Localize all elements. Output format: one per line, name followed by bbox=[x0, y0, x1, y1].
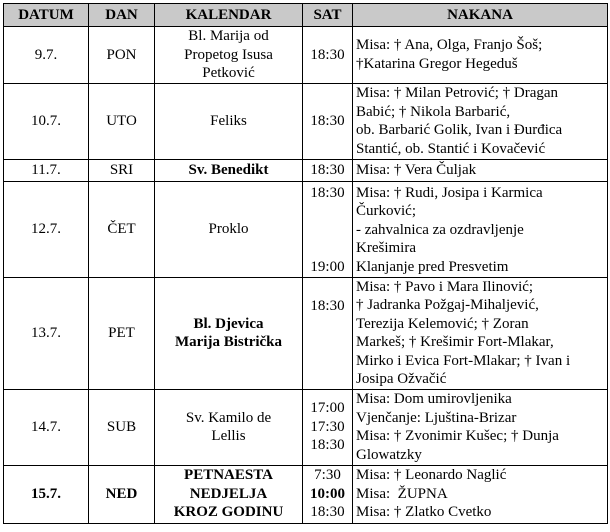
nakana-line: Markeš; † Krešimir Fort-Mlakar, bbox=[356, 334, 554, 350]
dan-cell: NED bbox=[89, 465, 155, 523]
sat-cell bbox=[303, 277, 353, 389]
sat-time: 10:00 bbox=[310, 485, 345, 502]
table-row bbox=[4, 465, 608, 523]
dan-cell: PET bbox=[89, 277, 155, 389]
nakana-line: Misa: † Rudi, Josipa i Karmica bbox=[356, 184, 543, 201]
header-sat: SAT bbox=[303, 4, 353, 27]
nakana-line: Josipa Ožvačić bbox=[356, 371, 447, 387]
kalendar-cell bbox=[155, 83, 303, 159]
nakana-cell bbox=[353, 27, 608, 84]
nakana-cell bbox=[353, 389, 608, 465]
table-row bbox=[4, 159, 608, 181]
sat-time: 17:30 bbox=[310, 418, 345, 435]
nakana-line: Misa: Dom umirovljenika bbox=[356, 391, 512, 407]
datum-cell: 14.7. bbox=[4, 389, 89, 465]
nakana-line: Misa: † Zlatko Cvetko bbox=[356, 504, 492, 521]
kalendar-line: Feliks bbox=[210, 112, 247, 129]
sat-cell bbox=[303, 159, 353, 181]
nakana-line: Terezija Kelemović; † Zoran bbox=[356, 315, 529, 332]
nakana-line: Glowatzky bbox=[356, 446, 422, 463]
kalendar-line: NEDJELJA bbox=[189, 485, 268, 502]
dan-cell: ČET bbox=[89, 181, 155, 277]
sat-cell bbox=[303, 181, 353, 277]
nakana-line: Misa: † Ana, Olga, Franjo Šoš; bbox=[356, 37, 543, 54]
kalendar-line: Lellis bbox=[211, 428, 246, 444]
nakana-line: Misa: † Pavo i Mara Ilinović; bbox=[356, 278, 534, 295]
header-dan: DAN bbox=[89, 4, 155, 27]
sat-cell bbox=[303, 83, 353, 159]
nakana-cell bbox=[353, 465, 608, 523]
nakana-line: Mirko i Evica Fort-Mlakar; † Ivan i bbox=[356, 352, 571, 369]
nakana-line: Klanjanje pred Presvetim bbox=[356, 258, 509, 275]
dan-cell: UTO bbox=[89, 83, 155, 159]
kalendar-cell bbox=[155, 465, 303, 523]
nakana-line: Krešimira bbox=[356, 240, 416, 257]
kalendar-line: Petković bbox=[202, 65, 255, 81]
nakana-line: Vjenčanje: Ljuština-Brizar bbox=[356, 409, 517, 426]
kalendar-cell bbox=[155, 159, 303, 181]
datum-cell: 12.7. bbox=[4, 181, 89, 277]
kalendar-cell bbox=[155, 277, 303, 389]
nakana-line: Babić; † Nikola Barbarić, bbox=[356, 103, 511, 120]
sat-time: 18:30 bbox=[310, 112, 345, 129]
nakana-line: †Katarina Gregor Hegeduš bbox=[356, 55, 518, 72]
dan-cell: SUB bbox=[89, 389, 155, 465]
kalendar-line: Proklo bbox=[208, 220, 249, 237]
header-kalendar: KALENDAR bbox=[155, 4, 303, 27]
sat-time: 18:30 bbox=[310, 46, 345, 63]
nakana-line: ob. Barbarić Golik, Ivan i Đurđica bbox=[356, 122, 563, 138]
kalendar-line: Marija Bistrička bbox=[174, 334, 283, 350]
kalendar-cell bbox=[155, 389, 303, 465]
sat-time: 18:30 bbox=[310, 437, 345, 454]
kalendar-line: PETNAESTA bbox=[184, 467, 273, 484]
sat-time: 17:00 bbox=[310, 400, 345, 417]
mass-schedule-table bbox=[3, 3, 608, 524]
datum-cell: 13.7. bbox=[4, 277, 89, 389]
table-row bbox=[4, 27, 608, 84]
nakana-cell bbox=[353, 159, 608, 181]
header-datum: DATUM bbox=[4, 4, 89, 27]
kalendar-line: Bl. Djevica bbox=[193, 315, 264, 332]
nakana-cell bbox=[353, 277, 608, 389]
datum-cell: 10.7. bbox=[4, 83, 89, 159]
header-row bbox=[4, 4, 608, 27]
nakana-line: Misa: † Milan Petrović; † Dragan bbox=[356, 85, 559, 101]
sat-time: 18:30 bbox=[310, 185, 345, 201]
dan-cell: SRI bbox=[89, 159, 155, 181]
sat-time: 18:30 bbox=[310, 161, 345, 178]
kalendar-line: Propetog Isusa bbox=[184, 46, 273, 63]
nakana-line: Misa: † Vera Čuljak bbox=[356, 161, 477, 178]
sat-cell bbox=[303, 389, 353, 465]
sat-cell bbox=[303, 27, 353, 84]
table-row bbox=[4, 83, 608, 159]
nakana-cell bbox=[353, 181, 608, 277]
kalendar-cell bbox=[155, 27, 303, 84]
datum-cell: 9.7. bbox=[4, 27, 89, 84]
kalendar-line: KROZ GODINU bbox=[173, 504, 284, 521]
table-row bbox=[4, 181, 608, 277]
kalendar-line: Sv. Benedikt bbox=[188, 161, 269, 178]
datum-cell: 15.7. bbox=[4, 465, 89, 523]
nakana-cell bbox=[353, 83, 608, 159]
sat-time: 7:30 bbox=[314, 467, 341, 484]
nakana-line: Misa: † Zvonimir Kušec; † Dunja bbox=[356, 428, 559, 444]
sat-time: 18:30 bbox=[310, 298, 345, 314]
header-nakana: NAKANA bbox=[353, 4, 608, 27]
sat-time: 18:30 bbox=[310, 504, 345, 521]
kalendar-line: Sv. Kamilo de bbox=[185, 409, 272, 426]
sat-time: 19:00 bbox=[310, 258, 345, 275]
nakana-line: Čurković; bbox=[356, 203, 416, 220]
table-row bbox=[4, 277, 608, 389]
kalendar-line: Bl. Marija od bbox=[188, 28, 269, 44]
nakana-line: Stantić, ob. Stantić i Kovačević bbox=[356, 140, 546, 157]
table-row bbox=[4, 389, 608, 465]
kalendar-cell bbox=[155, 181, 303, 277]
nakana-line: - zahvalnica za ozdravljenje bbox=[356, 221, 524, 238]
sat-cell bbox=[303, 465, 353, 523]
nakana-line: † Jadranka Požgaj-Mihaljević, bbox=[356, 297, 539, 313]
datum-cell: 11.7. bbox=[4, 159, 89, 181]
nakana-line: Misa: ŽUPNA bbox=[356, 485, 448, 502]
dan-cell: PON bbox=[89, 27, 155, 84]
nakana-line: Misa: † Leonardo Naglić bbox=[356, 467, 507, 484]
